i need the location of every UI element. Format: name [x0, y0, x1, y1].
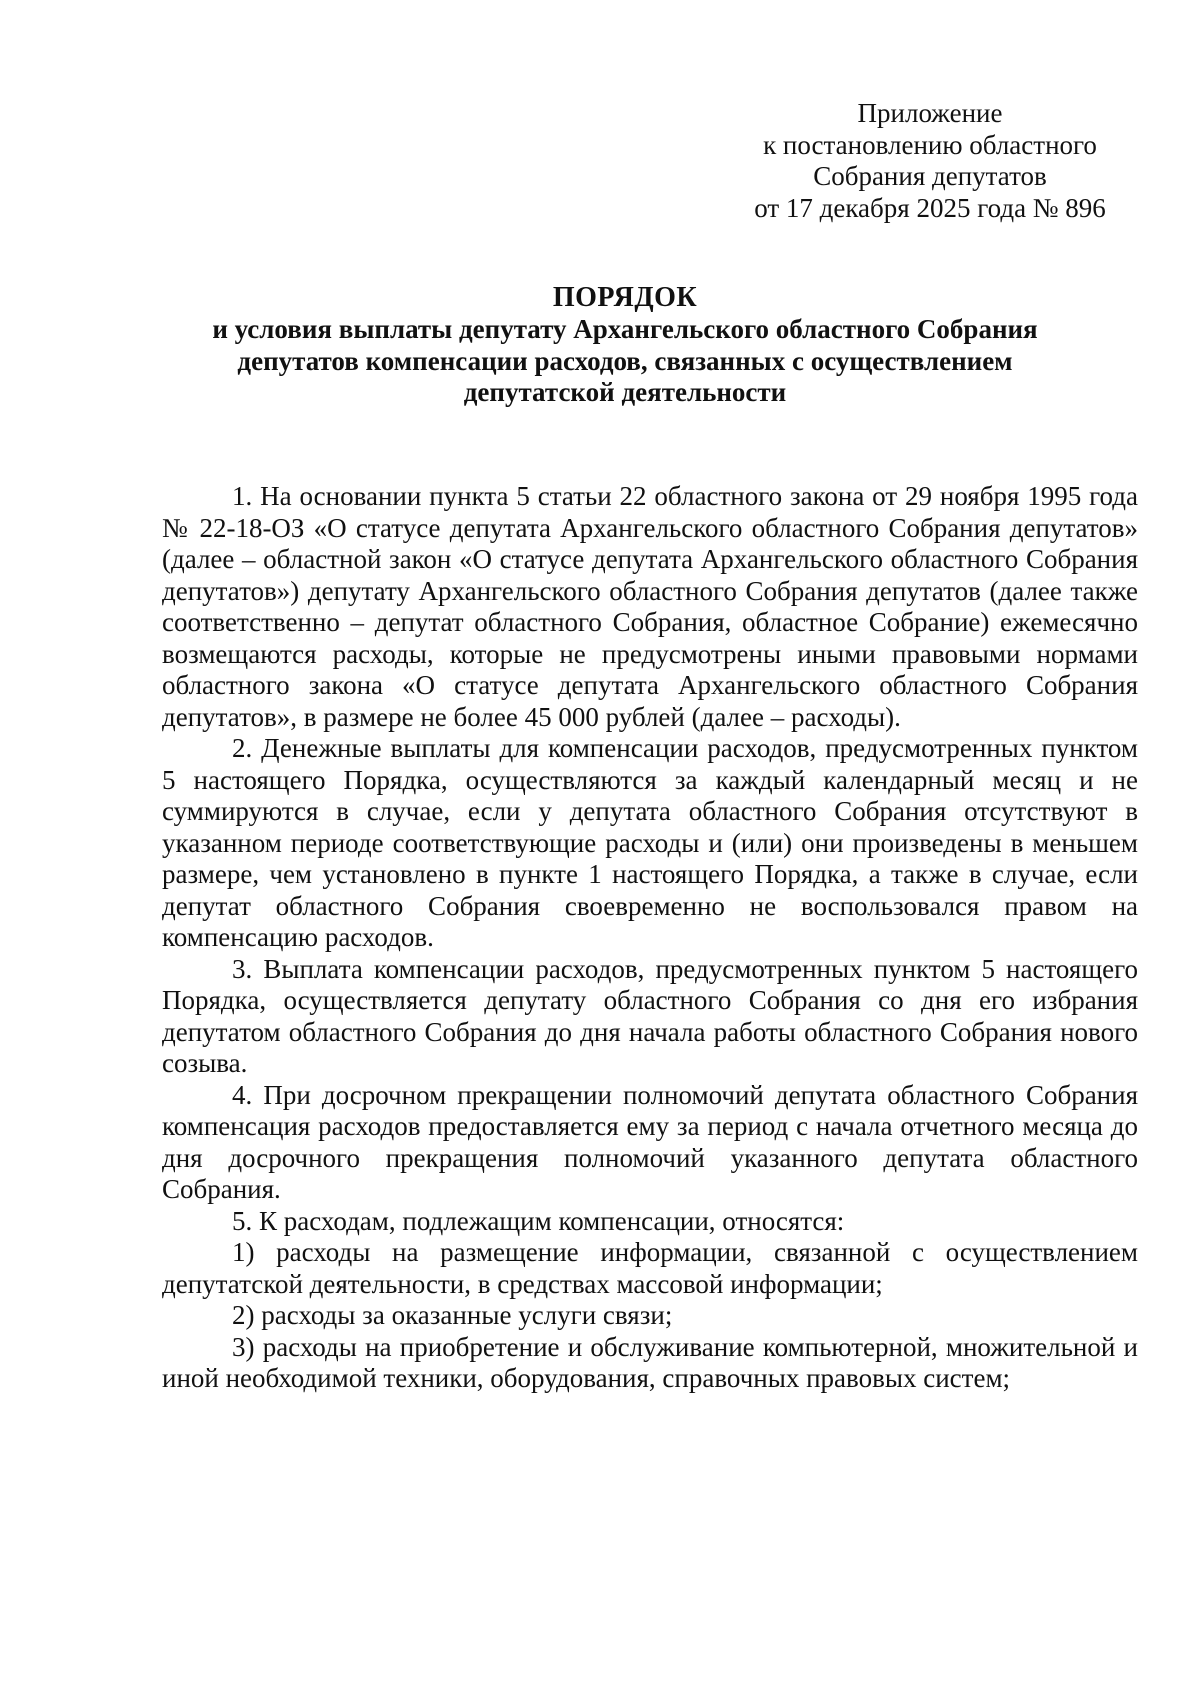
paragraph-3: 3. Выплата компенсации расходов, предусмотренных пунктом 5 настоящего Порядка, осуществляется депутату областного Собрания со дня его избрания депутатом областного Собрания до дня начала работы областного Собрания нового созыва. [162, 953, 1138, 1078]
subtitle-line: депутатов компенсации расходов, связанных с осуществлением [237, 345, 1013, 376]
title-main: ПОРЯДОК [552, 282, 698, 313]
appendix-header [740, 98, 1120, 224]
list-item-3: 3) расходы на приобретение и обслуживание компьютерной, множительной и иной необходимой техники, оборудования, справочных правовых систем; [162, 1331, 1138, 1393]
document-title [150, 282, 1100, 409]
subtitle-line: и условия выплаты депутату Архангельского областного Собрания [212, 314, 1038, 344]
title-subtitle [150, 314, 1100, 409]
appendix-line: к постановлению областного [763, 129, 1097, 160]
appendix-line: Приложение [857, 98, 1003, 128]
document-body [162, 481, 1138, 1395]
paragraph-2: 2. Денежные выплаты для компенсации расходов, предусмотренных пунктом 5 настоящего Порядка, осуществляются за каждый календарный месяц и не суммируются в случае, если у депутата областного Собрания отсутствуют в указанном периоде соответствующие расходы и (или) они произведены в меньшем размере, чем установлено в пункте 1 настоящего Порядка, а также в случае, если депутат областного Собрания своевременно не воспользовался правом на компенсацию расходов. [162, 733, 1138, 952]
paragraph-4: 4. При досрочном прекращении полномочий депутата областного Собрания компенсация расходов предоставляется ему за период с начала отчетного месяца до дня досрочного прекращения полномочий указанного депутата областного Собрания. [162, 1079, 1138, 1204]
list-item-1: 1) расходы на размещение информации, связанной с осуществлением депутатской деятельности, в средствах массовой информации; [162, 1237, 1138, 1299]
appendix-line: Собрания депутатов [813, 161, 1047, 191]
subtitle-line: депутатской деятельности [463, 377, 787, 407]
list-item-2: 2) расходы за оказанные услуги связи; [232, 1300, 673, 1330]
paragraph-5: 5. К расходам, подлежащим компенсации, относятся: [232, 1205, 845, 1236]
paragraph-1: 1. На основании пункта 5 статьи 22 областного закона от 29 ноября 1995 года № 22-18-ОЗ «О статусе депутата Архангельского областного Собрания депутатов» (далее – областной закон «О статусе депутата Архангельского областного Собрания депутатов») депутату Архангельского областного Собрания депутатов (далее также соответственно – депутат областного Собрания, областное Собрание) ежемесячно возмещаются расходы, которые не предусмотрены иными правовыми нормами областного закона «О статусе депутата Архангельского областного Собрания депутатов», в размере не более 45 000 рублей (далее – расходы). [162, 481, 1138, 732]
appendix-line: от 17 декабря 2025 года № 896 [754, 192, 1106, 223]
